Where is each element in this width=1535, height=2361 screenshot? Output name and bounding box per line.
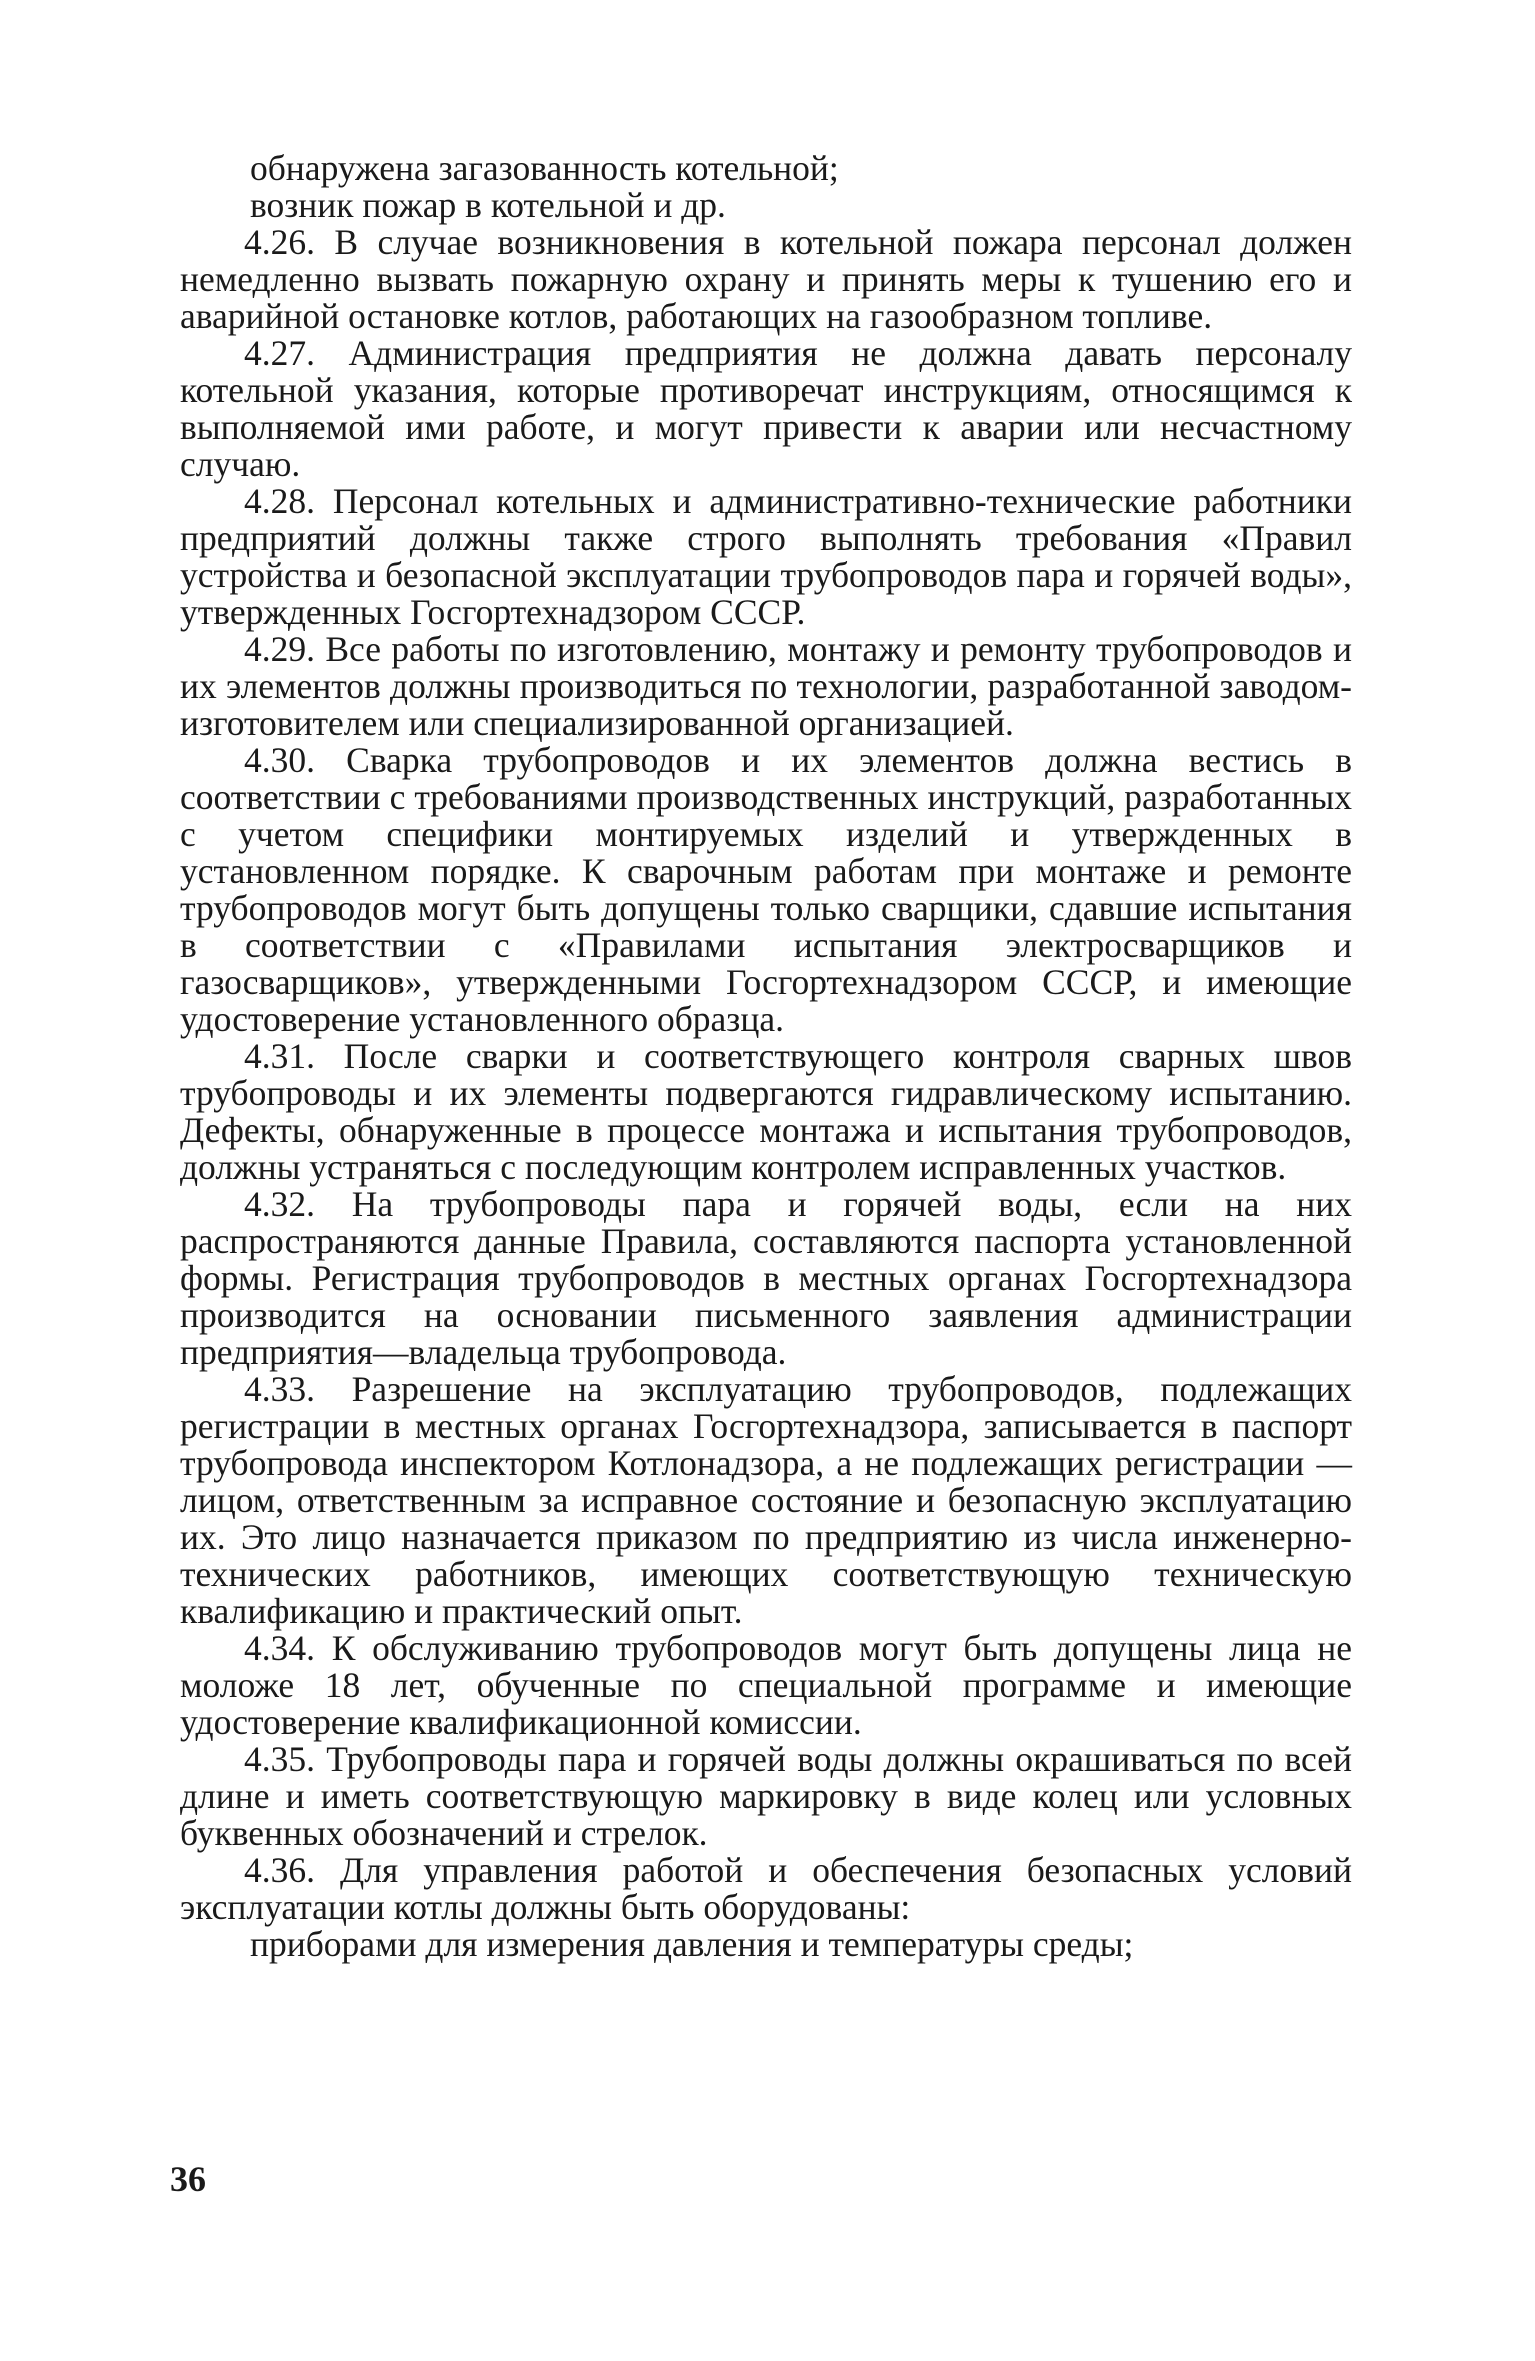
paragraph-4-33: 4.33. Разрешение на эксплуатацию трубопроводов, подлежащих регистрации в местных органах Госгортехнадзора, записывается в паспорт трубопровода инспектором Котлонадзора, а не подлежащих регистрации — лицом, ответственным за исправное состояние и безопасную эксплуатацию их. Это лицо назначается приказом по предприятию из числа инженерно-технических работников, имеющих соответствующую техническую квалификацию и практический опыт. — [180, 1369, 1352, 1631]
text-line-1: обнаружена загазованность котельной; — [250, 148, 839, 188]
paragraph-4-31: 4.31. После сварки и соответствующего контроля сварных швов трубопроводы и их элементы подвергаются гидравлическому испытанию. Дефекты, обнаруженные в процессе монтажа и испытания трубопроводов, должны устраняться с последующим контролем исправленных участков. — [180, 1036, 1352, 1187]
paragraph-4-35: 4.35. Трубопроводы пара и горячей воды должны окрашиваться по всей длине и иметь соответствующую маркировку в виде колец или условных буквенных обозначений и стрелок. — [180, 1739, 1352, 1853]
paragraph-4-27: 4.27. Администрация предприятия не должна давать персоналу котельной указания, которые противоречат инструкциям, относящимся к выполняемой ими работе, и могут привести к аварии или несчастному случаю. — [180, 333, 1352, 484]
paragraph-4-26: 4.26. В случае возникновения в котельной пожара персонал должен немедленно вызвать пожарную охрану и принять меры к тушению его и аварийной остановке котлов, работающих на газообразном топливе. — [180, 222, 1352, 336]
paragraph-4-28: 4.28. Персонал котельных и административно-технические работники предприятий должны также строго выполнять требования «Правил устройства и безопасной эксплуатации трубопроводов пара и горячей воды», утвержденных Госгортехнадзором СССР. — [180, 481, 1352, 632]
paragraph-4-34: 4.34. К обслуживанию трубопроводов могут быть допущены лица не моложе 18 лет, обученные по специальной программе и имеющие удостоверение квалификационной комиссии. — [180, 1628, 1352, 1742]
paragraph-4-29: 4.29. Все работы по изготовлению, монтажу и ремонту трубопроводов и их элементов должны производиться по технологии, разработанной заводом-изготовителем или специализированной организацией. — [180, 629, 1352, 743]
paragraph-4-36: 4.36. Для управления работой и обеспечения безопасных условий эксплуатации котлы должны быть оборудованы: — [180, 1850, 1352, 1927]
paragraph-4-30: 4.30. Сварка трубопроводов и их элементов должна вестись в соответствии с требованиями производственных инструкций, разработанных с учетом специфики монтируемых изделий и утвержденных в установленном порядке. К сварочным работам при монтаже и ремонте трубопроводов могут быть допущены только сварщики, сдавшие испытания в соответствии с «Правилами испытания электросварщиков и газосварщиков», утвержденными Госгортехнадзором СССР, и имеющие удостоверение установленного образца. — [180, 740, 1352, 1039]
paragraph-4-32: 4.32. На трубопроводы пара и горячей воды, если на них распространяются данные Правила, составляются паспорта установленной формы. Регистрация трубопроводов в местных органах Госгортехнадзора производится на основании письменного заявления администрации предприятия—владельца трубопровода. — [180, 1184, 1352, 1372]
page-body — [180, 150, 1352, 1963]
text-line-2: возник пожар в котельной и др. — [250, 185, 726, 225]
page-number: 36 — [170, 2159, 206, 2199]
text-line-last: приборами для измерения давления и температуры среды; — [250, 1924, 1134, 1964]
